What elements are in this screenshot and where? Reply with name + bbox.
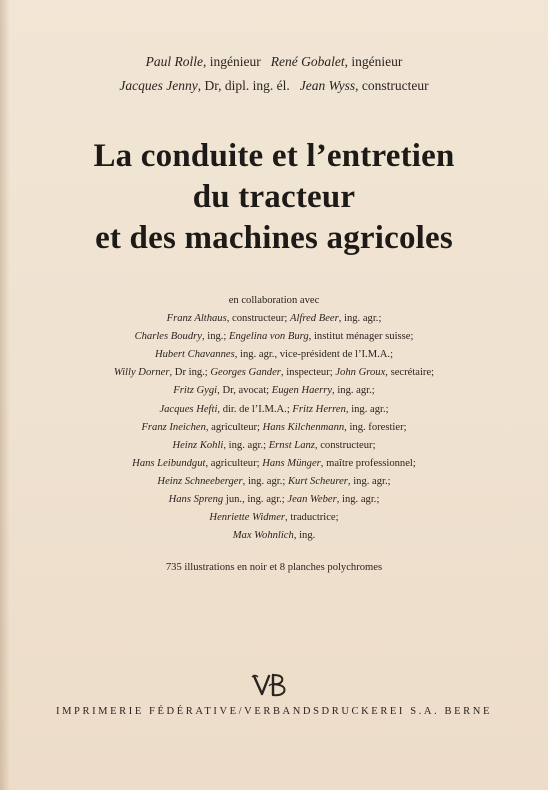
collaborator-name: Charles Boudry — [134, 331, 202, 343]
collaborator-role: , constructeur; — [314, 439, 376, 451]
collaborator-role: , traductrice; — [285, 512, 339, 524]
author-role: , Dr, dipl. ing. él. — [197, 78, 290, 93]
authors-row-2 — [0, 74, 548, 98]
collaborator-name: Hans Leibundgut — [132, 457, 206, 469]
collaborator-role: , ing. agr.; — [242, 475, 288, 487]
collaborator-role: , ing. agr.; — [345, 403, 389, 415]
collaborator-role: , dir. de l’I.M.A.; — [217, 403, 293, 415]
collaborator-role: , Dr ing.; — [169, 367, 211, 379]
collaborator-role: , agriculteur; — [205, 421, 263, 433]
collaborator-name: Engelina von Burg — [229, 331, 309, 343]
collaborator-line — [0, 509, 548, 527]
book-title — [0, 136, 548, 259]
collaborator-name: Georges Gander — [210, 367, 281, 379]
collaborator-line — [0, 473, 548, 491]
collaborator-name: Henriette Widmer — [209, 512, 286, 524]
collaborator-role: , ing. agr.; — [223, 439, 269, 451]
author-name: René Gobalet — [270, 54, 345, 69]
collaborator-role: , maître professionnel; — [320, 457, 416, 469]
author-name: Jacques Jenny — [119, 78, 198, 93]
collaborator-line — [0, 455, 548, 473]
collaborator-role: , ing. agr., vice-président de l’I.M.A.; — [234, 349, 394, 361]
collaborator-name: John Groux — [335, 367, 386, 379]
author-name: Jean Wyss — [299, 78, 356, 93]
collaborator-role: , ing. agr.; — [338, 313, 382, 325]
author-role: , ingénieur — [203, 54, 261, 69]
collaboration-intro: en collaboration avec — [228, 295, 320, 306]
author-role: , ingénieur — [344, 54, 403, 69]
author-name: Paul Rolle — [145, 54, 204, 69]
title-line: du tracteur — [192, 179, 356, 215]
collaborator-line — [0, 419, 548, 437]
collaborator-role: , ing.; — [201, 331, 230, 343]
illustrations-note: 735 illustrations en noir et 8 planches polychromes — [165, 562, 383, 573]
collaborator-line — [0, 310, 548, 328]
collaborator-line — [0, 527, 548, 545]
collaborator-role: , ing. agr.; — [347, 475, 391, 487]
publisher-line: IMPRIMERIE FÉDÉRATIVE/VERBANDSDRUCKEREI S.A. BERNE — [56, 706, 492, 717]
collaborator-name: Fritz Gygi — [173, 385, 218, 397]
collaborator-name: Franz Althaus — [166, 313, 227, 325]
collaborator-name: Jacques Hefti — [159, 403, 218, 415]
collaborator-name: Heinz Schneeberger — [157, 475, 243, 487]
collaborator-line — [0, 346, 548, 364]
publisher-monogram-logo — [251, 672, 291, 698]
collaborator-name: Alfred Beer — [289, 313, 339, 325]
collaborator-line — [0, 437, 548, 455]
collaborator-line — [0, 328, 548, 346]
collaborator-role: , agriculteur; — [205, 457, 263, 469]
collaborator-line — [0, 382, 548, 400]
collaborator-name: Hans Münger — [262, 457, 321, 469]
collaborator-role: , ing. forestier; — [344, 421, 407, 433]
collaborator-name: Ernst Lanz — [268, 439, 315, 451]
collaborator-name: Hans Spreng — [168, 494, 224, 506]
collaborator-role: , secrétaire; — [385, 367, 435, 379]
collaborator-role: , constructeur; — [226, 313, 290, 325]
collaborator-role: jun., ing. agr.; — [223, 494, 288, 506]
title-line: et des machines agricoles — [95, 220, 453, 256]
collaborator-name: Willy Dorner — [113, 367, 170, 379]
collaborator-role: , ing. agr.; — [332, 385, 375, 397]
collaborator-name: Hubert Chavannes — [154, 349, 235, 361]
collaborator-role: , ing. agr.; — [336, 494, 380, 506]
title-line: La conduite et l’entretien — [93, 138, 455, 174]
collaborator-line — [0, 364, 548, 382]
collaborator-name: Kurt Scheurer — [287, 475, 348, 487]
collaborator-name: Franz Ineichen — [141, 421, 206, 433]
collaborator-role: , inspecteur; — [280, 367, 336, 379]
collaborator-name: Hans Kilchenmann — [262, 421, 345, 433]
collaborator-name: Eugen Haerry — [271, 385, 333, 397]
collaborator-role: , Dr, avocat; — [217, 385, 272, 397]
collaborator-line — [0, 401, 548, 419]
collaborator-role: , ing. — [293, 530, 316, 542]
authors-row-1 — [0, 50, 548, 74]
authors-block — [0, 50, 548, 98]
collaborator-line — [0, 491, 548, 509]
collaborator-name: Max Wohnlich — [232, 530, 294, 542]
collaborator-name: Heinz Kohli — [172, 439, 224, 451]
author-role: , constructeur — [355, 78, 429, 93]
collaborator-role: , institut ménager suisse; — [308, 331, 414, 343]
collaborator-name: Fritz Herren — [292, 403, 346, 415]
collaborators-block — [0, 292, 548, 545]
collaborator-name: Jean Weber — [287, 494, 337, 506]
